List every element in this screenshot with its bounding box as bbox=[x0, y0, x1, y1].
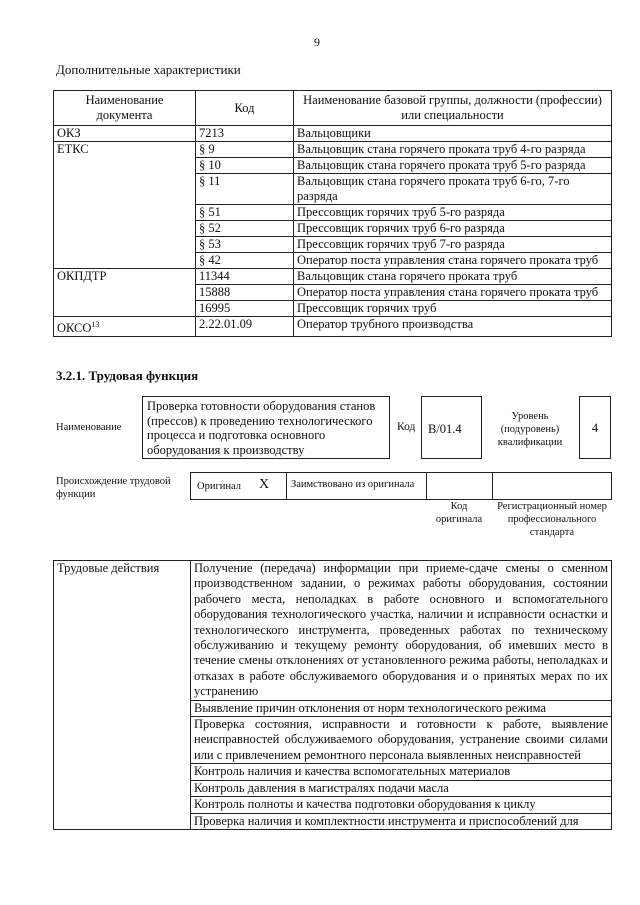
borrowed-cell bbox=[286, 472, 427, 500]
cell-name: Прессовщик горячих труб 7-го разряда bbox=[294, 237, 612, 253]
reg-number-cell bbox=[492, 472, 612, 500]
cell-doc: ОКЗ bbox=[54, 126, 196, 142]
action-item: Контроль давления в магистралях подачи масла bbox=[191, 780, 612, 796]
header-code: Код bbox=[196, 91, 294, 126]
table-row bbox=[54, 269, 612, 285]
code-label: Код bbox=[397, 421, 416, 433]
action-item: Получение (передача) информации при приеме-сдаче смены о сменном производственном задании, о режимах работы оборудования, состоянии рабочего места, неполадках в работе основного и вспомогательного оборудования технологического участка, наличии и исправности оснастки и технологического инструмента, проведенных работах по техническому обслуживанию и текущему ремонту оборудования, об имевших место в течение смены отклонениях от установленного режима работы, неполадках и отказах в работе обслуживаемого оборудования и о принятых мерах по их устранению bbox=[191, 561, 612, 701]
table-row bbox=[54, 317, 612, 337]
reg-number-label: Регистрационный номер профессионального стандарта bbox=[497, 501, 607, 538]
labor-actions-table bbox=[53, 560, 612, 830]
cell-name: Прессовщик горячих труб 6-го разряда bbox=[294, 221, 612, 237]
origin-label: Происхождение трудовой функции bbox=[56, 476, 171, 500]
action-item: Выявление причин отклонения от норм технологического режима bbox=[191, 700, 612, 716]
code-original-label: Код оригинала bbox=[435, 501, 483, 525]
borrowed-label: Заимствовано из оригинала bbox=[291, 479, 415, 490]
cell-name: Оператор поста управления стана горячего проката труб bbox=[294, 253, 612, 269]
cell-code: 2.22.01.09 bbox=[196, 317, 294, 337]
cell-name: Вальцовщик стана горячего проката труб 4-го разряда bbox=[294, 142, 612, 158]
table-row bbox=[54, 561, 612, 701]
header-name: Наименование базовой группы, должности (профессии) или специальности bbox=[294, 91, 612, 126]
function-name-box: Проверка готовности оборудования станов (прессов) к проведению технологического процесса и подготовка основного оборудования к производству bbox=[142, 396, 390, 459]
code-original-cell bbox=[426, 472, 493, 500]
qualification-level-box: 4 bbox=[579, 396, 611, 459]
name-label: Наименование bbox=[56, 422, 122, 433]
action-item: Контроль наличия и качества вспомогательных материалов bbox=[191, 764, 612, 780]
cell-code: 11344 bbox=[196, 269, 294, 285]
function-heading: 3.2.1. Трудовая функция bbox=[56, 368, 199, 383]
cell-code: § 51 bbox=[196, 205, 294, 221]
cell-name: Прессовщик горячих труб 5-го разряда bbox=[294, 205, 612, 221]
cell-name: Оператор поста управления стана горячего проката труб bbox=[294, 285, 612, 301]
cell-code: 16995 bbox=[196, 301, 294, 317]
cell-doc-text: ОКСО bbox=[57, 321, 92, 336]
cell-name: Вальцовщик стана горячего проката труб 5-го разряда bbox=[294, 158, 612, 174]
footnote-ref: 13 bbox=[91, 320, 100, 329]
additional-characteristics-table bbox=[53, 90, 612, 337]
cell-name: Вальцовщики bbox=[294, 126, 612, 142]
table-row bbox=[54, 142, 612, 158]
action-item: Проверка состояния, исправности и готовности к работе, выявление неисправностей обслуживаемого оборудования, устранение своими силами или с привлечением ремонтного персонала выявленных неисправностей bbox=[191, 717, 612, 764]
cell-code: 7213 bbox=[196, 126, 294, 142]
cell-doc: ЕТКС bbox=[54, 142, 196, 269]
action-item: Проверка наличия и комплектности инструмента и приспособлений для bbox=[191, 813, 612, 829]
cell-code: § 11 bbox=[196, 174, 294, 205]
cell-name: Оператор трубного производства bbox=[294, 317, 612, 337]
cell-code: 15888 bbox=[196, 285, 294, 301]
cell-code: § 42 bbox=[196, 253, 294, 269]
cell-name: Вальцовщик стана горячего проката труб bbox=[294, 269, 612, 285]
original-label: Оригинал bbox=[197, 481, 241, 492]
cell-name: Вальцовщик стана горячего проката труб 6-го, 7-го разряда bbox=[294, 174, 612, 205]
header-document: Наименование документа bbox=[54, 91, 196, 126]
cell-code: § 9 bbox=[196, 142, 294, 158]
function-code-box: В/01.4 bbox=[421, 396, 482, 459]
action-item: Контроль полноты и качества подготовки оборудования к циклу bbox=[191, 797, 612, 813]
cell-name: Прессовщик горячих труб bbox=[294, 301, 612, 317]
cell-code: § 53 bbox=[196, 237, 294, 253]
table-row bbox=[54, 126, 612, 142]
level-label: Уровень (подуровень) квалификации bbox=[497, 411, 563, 448]
actions-label: Трудовые действия bbox=[54, 561, 191, 830]
page-number: 9 bbox=[314, 35, 320, 49]
cell-code: § 10 bbox=[196, 158, 294, 174]
cell-doc bbox=[54, 317, 196, 337]
table-header-row bbox=[54, 91, 612, 126]
section-title: Дополнительные характеристики bbox=[56, 62, 241, 77]
original-mark: X bbox=[259, 477, 270, 492]
original-cell bbox=[190, 472, 287, 500]
cell-doc: ОКПДТР bbox=[54, 269, 196, 317]
cell-code: § 52 bbox=[196, 221, 294, 237]
